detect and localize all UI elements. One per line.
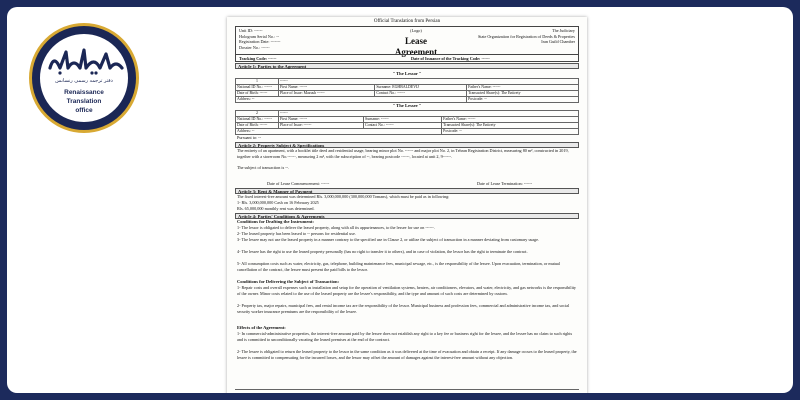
drafting-condition-item: 5- All consumption costs such as water, electricity, gas, telephone, building maintenance fees, municipal sewage, etc., is the responsibility of the lessee. Upon evacuation, termination, or mutual cancellation of the contract, the lessee must present the paid bills to the lessor. bbox=[237, 261, 560, 272]
table-cell: Father's Name: ------ bbox=[442, 117, 579, 123]
table-row bbox=[236, 129, 579, 135]
article-2-heading: Article 2: Property Subject & Specifications bbox=[235, 142, 579, 148]
drafting-condition-item: 4- The lessee has the right to use the leased property personally (has no right to transfer it to others), and in case of violation, the lessor has the right to terminate the contract. bbox=[237, 249, 528, 254]
article-3-line: 1- Rls. 3,000,000,000 Cash on 16 February 2025 bbox=[237, 200, 319, 205]
logo-english-line: Renaissance bbox=[64, 89, 104, 96]
page-bottom-rule bbox=[235, 389, 579, 390]
lease-agreement-document bbox=[227, 17, 587, 393]
table-cell: Postcode: -- bbox=[442, 129, 579, 135]
table-cell: Address: -- bbox=[236, 97, 467, 103]
table-cell: First Name: ------ bbox=[279, 117, 364, 123]
article-3-line: The fixed interest-free amount was determined Rls. 3,000,000,000 (300,000,000 Tomans), which must be paid as in following: bbox=[237, 194, 450, 199]
table-row bbox=[236, 97, 579, 103]
header-info-line: Unit ID: ------ bbox=[239, 28, 263, 33]
document-title: Lease Agreement bbox=[394, 35, 438, 57]
header-registration-info bbox=[239, 28, 329, 50]
logo-english-text bbox=[40, 88, 128, 115]
drafting-condition-item: 1- The lessor is obligated to deliver the leased property, along with all its appurtenances, to the lessee for use on ------. bbox=[237, 225, 435, 230]
header-logo-label: (Logo) bbox=[410, 28, 422, 33]
table-cell: ------ bbox=[279, 79, 579, 85]
article-3-line: Rls. 65,000,000 monthly rent was determined. bbox=[237, 206, 315, 211]
subject-of-transaction: The subject of transaction is --. bbox=[237, 165, 290, 170]
lessee-label: " The Lessee " bbox=[392, 103, 422, 108]
article-3-heading: Article 3: Rent & Manner of Payment bbox=[235, 188, 579, 194]
lessor-label: " The Lessor " bbox=[392, 71, 422, 76]
logo-english-line: Translation bbox=[66, 98, 102, 105]
lease-commencement-date: Date of Lease Commencement: ------ bbox=[267, 181, 330, 186]
delivery-conditions-title: Conditions for Delivering the Subject of Transaction: bbox=[237, 279, 339, 284]
logo-script-mark bbox=[40, 46, 132, 76]
article-2-text: The entirety of an apartment, with a booklet title deed and residential usage, bearing minor plot No. ------ and major plot No. 2, in Tehran Registration District, measuring 80 m², constructed in 2019, together with a storeroom No.------, measuring 2 m², with the subscription of --, bearing postcode ------, located at unit 2, 9------. bbox=[237, 148, 569, 159]
logo-persian-subtitle: دفتر ترجمه رسمی رنسانس bbox=[55, 78, 113, 84]
lease-termination-date: Date of Lease Termination: ------ bbox=[477, 181, 533, 186]
table-cell: Transacted Share(s): The Entirety bbox=[442, 123, 579, 129]
header-authority-line: The Judiciary bbox=[552, 28, 575, 33]
drafting-condition-item: 3- The lessee may not use the leased property in a manner contrary to the specified use in Clause 2, or utilize the subject of transaction in a manner deviating from customary usage. bbox=[237, 237, 540, 242]
table-cell: Place of Issue: ------ bbox=[279, 123, 364, 129]
table-cell: Address: -- bbox=[236, 129, 442, 135]
delivery-condition-item: 2- Property tax, major repairs, municipal fees, and rental income tax are the responsibility of the lessor. Municipal business and profession fees, commercial and administrative income tax, and social security worker insurance premiums are the responsibility of the lessee. bbox=[237, 303, 570, 314]
header-info-line: Registration Date: ------- bbox=[239, 39, 281, 45]
table-cell: First Name: ------ bbox=[279, 85, 375, 91]
table-cell: Date of Birth: ------ bbox=[236, 123, 279, 129]
renaissance-logo bbox=[29, 23, 139, 133]
lessee-table bbox=[235, 110, 579, 135]
table-cell: Transacted Share(s): The Entirety bbox=[467, 91, 579, 97]
table-cell: Surname: ------ bbox=[364, 117, 442, 123]
table-cell: ------ bbox=[279, 111, 579, 117]
document-top-title: Official Translation from Persian bbox=[373, 19, 441, 24]
effects-title: Effects of the Agreement: bbox=[237, 325, 286, 330]
lessor-table bbox=[235, 78, 579, 103]
logo-emblem bbox=[38, 32, 130, 124]
document-header bbox=[235, 26, 579, 62]
table-cell: 1 bbox=[236, 79, 279, 85]
table-cell: Date of Birth: ------ bbox=[236, 91, 279, 97]
table-cell: Place of Issue: Mazush ------ bbox=[279, 91, 375, 97]
pursuant-line: Pursuant to: -- bbox=[237, 135, 261, 140]
drafting-conditions-title: Conditions for Drafting the Instrument: bbox=[237, 219, 314, 224]
effects-item: 2- The lessee is obligated to return the leased property to the lessor in the same condition as it was delivered at the time of evacuation and obtain a receipt. If any damage occurs to the leased property, the lessee is committed to compensating for the incurred losses, and the lessor may offset the amount of damages against the interest-free amount without any objection. bbox=[237, 349, 577, 360]
table-cell: Contact No.: ------ bbox=[375, 91, 467, 97]
table-cell: Contact No.: ------ bbox=[364, 123, 442, 129]
effects-item: 1- In commercial-administrative properties, the interest-free amount paid by the lessee does not establish any right to a key fee or business right for the lessee, and the lessee has no claim to such rights and is committed to unconditionally vacating the leased premises at the end of the contract. bbox=[237, 331, 573, 342]
delivery-condition-item: 1- Repair costs and overall expenses such as installation and setup for the operation of ventilation systems, heaters, air conditioners, elevators, and water, electricity, and gas networks is the responsibility of the owner. Minor costs related to the use of the leased property are the lessee's responsibility, and the type and amount of such costs are determined by custom. bbox=[237, 285, 577, 296]
table-cell: National ID No.: ------ bbox=[236, 117, 279, 123]
header-authority-line: State Organization for Registration of Deeds & Properties bbox=[477, 33, 575, 39]
header-authority bbox=[459, 28, 575, 45]
article-1-heading: Article 1: Parties to the Agreement bbox=[235, 63, 579, 69]
tracking-issuance-date: Date of Issuance of the Tracking Code: ------ bbox=[411, 55, 490, 61]
table-cell: National ID No.: ------ bbox=[236, 85, 279, 91]
header-info-line: Hologram Serial No.: -- bbox=[239, 33, 280, 39]
tracking-bar bbox=[236, 54, 578, 61]
article-4-heading: Article 4: Parties' Conditions & Agreements bbox=[235, 213, 579, 219]
page-canvas bbox=[7, 7, 793, 393]
header-info-line: Dossier No.: ------ bbox=[239, 44, 270, 50]
table-cell: 2 bbox=[236, 111, 279, 117]
tracking-code: Tracking Code: ------ bbox=[239, 55, 277, 61]
table-cell: Postcode: -- bbox=[467, 97, 579, 103]
table-cell: Father's Name: ------ bbox=[467, 85, 579, 91]
drafting-condition-item: 2- The leased property has been leased to -- persons for residential use. bbox=[237, 231, 356, 236]
logo-english-line: office bbox=[75, 107, 93, 114]
table-cell: Surname: EGHBALDEVIJ bbox=[375, 85, 467, 91]
header-authority-line: Iran Guild Chamber bbox=[541, 39, 575, 45]
